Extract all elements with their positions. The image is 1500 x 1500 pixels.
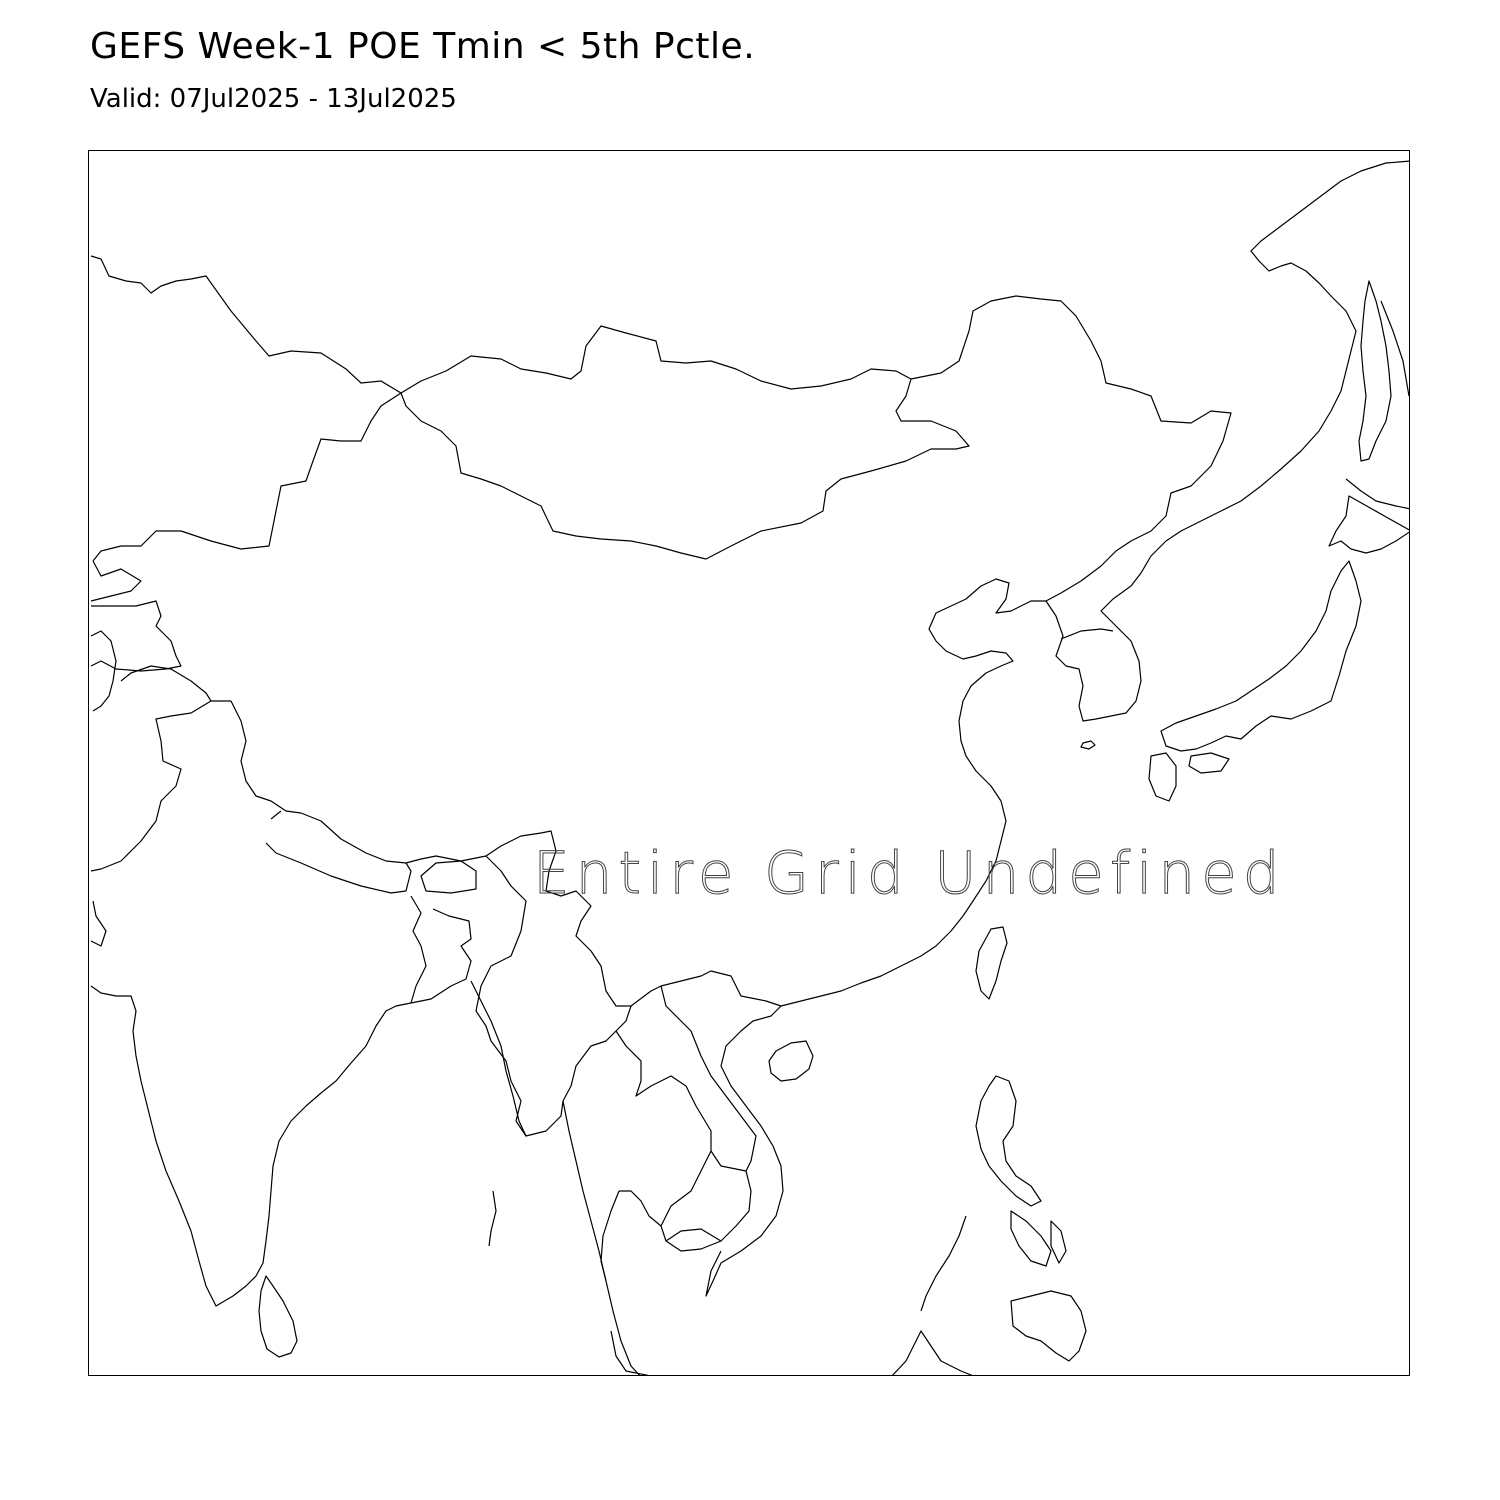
bangladesh-border: [411, 896, 471, 1003]
kyushu-island: [1149, 753, 1176, 801]
valid-dates: Valid: 07Jul2025 - 13Jul2025: [90, 84, 457, 114]
sakhalin-island: [1359, 281, 1391, 461]
vietnam-coast: [706, 1006, 783, 1296]
nepal-border: [266, 811, 411, 893]
undefined-grid-message: Entire Grid Undefined: [533, 839, 1286, 907]
andaman-islands: [489, 1191, 496, 1246]
mindanao-island: [1011, 1291, 1086, 1361]
shikoku-island: [1189, 753, 1229, 773]
jeju-island: [1081, 741, 1095, 749]
thailand-laos-border: [616, 1031, 751, 1251]
korea-dmz: [1061, 629, 1113, 639]
honshu-island: [1161, 561, 1361, 751]
russia-kazakhstan-border: [91, 256, 401, 393]
thailand-gulf-coast: [601, 1191, 661, 1281]
palawan-island: [921, 1216, 966, 1311]
map-panel: [88, 150, 1410, 1376]
luzon-island: [976, 1076, 1041, 1206]
korean-peninsula: [1046, 541, 1166, 721]
india-northwest-coast: [91, 901, 106, 946]
mongolia-border: [401, 326, 969, 559]
taiwan-island: [976, 927, 1007, 999]
afghanistan-pakistan-border: [91, 631, 116, 711]
russia-pacific-coast: [1166, 161, 1410, 541]
central-asia-borders: [91, 561, 231, 701]
malay-peninsula: [563, 1101, 671, 1376]
sakhalin-east: [1381, 301, 1409, 396]
cambodia-border: [666, 1229, 721, 1241]
visayas-islands: [1011, 1211, 1066, 1266]
map-outlines: [89, 151, 1410, 1376]
borneo-coast: [891, 1331, 976, 1376]
sri-lanka: [259, 1276, 297, 1357]
bhutan-border: [421, 861, 476, 893]
map-title: GEFS Week-1 POE Tmin < 5th Pctle.: [90, 26, 756, 67]
india-coast: [91, 986, 411, 1306]
china-west-border: [93, 393, 401, 561]
india-pakistan-border: [91, 701, 211, 871]
hokkaido-island: [1329, 479, 1410, 553]
hainan-island: [769, 1041, 813, 1081]
